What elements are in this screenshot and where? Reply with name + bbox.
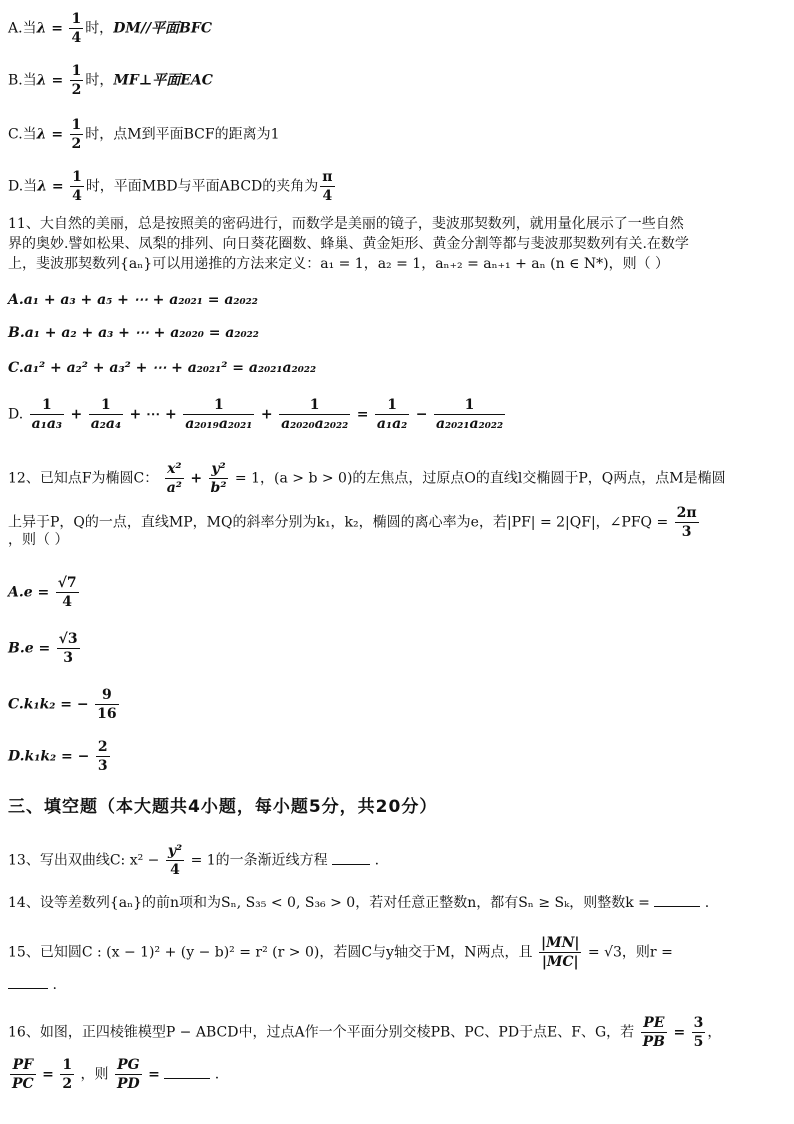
fraction — [70, 62, 84, 99]
fraction — [375, 396, 409, 433]
operator: = — [42, 1066, 54, 1083]
q11-line-3: 上，斐波那契数列{aₙ}可以用递推的方法来定义：a₁ = 1，a₂ = 1，aₙ₊₂ = aₙ₊₁ + aₙ (n ∈ N*)，则（ ） — [8, 256, 670, 272]
text: 时， — [85, 72, 114, 89]
denominator: a₂a₄ — [90, 416, 122, 432]
q12-option-c — [8, 686, 121, 723]
q15-line-1 — [8, 934, 673, 971]
numerator: √7 — [57, 575, 77, 591]
text: 13、写出双曲线C: x² − — [8, 852, 160, 869]
fraction — [95, 686, 118, 723]
option-label: B.当 — [8, 72, 37, 89]
math: B.e = — [8, 640, 51, 657]
text: = 1的一条渐近线方程 — [190, 852, 328, 869]
operator: + — [260, 406, 273, 423]
math: C.k₁k₂ = − — [8, 696, 89, 713]
fraction — [692, 1014, 706, 1051]
numerator: 1 — [72, 169, 82, 185]
numerator: y² — [209, 460, 229, 479]
numerator: 3 — [693, 1015, 704, 1031]
numerator: 1 — [89, 396, 123, 415]
q12-option-d — [8, 738, 112, 775]
numerator: 1 — [375, 396, 409, 415]
numerator: 1 — [30, 396, 64, 415]
math: λ = — [37, 178, 64, 195]
answer-blank[interactable] — [332, 850, 370, 865]
fraction — [209, 460, 229, 497]
q11-line-2: 界的奥妙.譬如松果、凤梨的排列、向日葵花圈数、蜂巢、黄金矩形、黄金分割等都与斐波那契数列有关.在数学 — [8, 236, 689, 252]
fraction — [166, 842, 184, 879]
fraction — [10, 1056, 36, 1093]
denominator: 2 — [71, 82, 82, 98]
q14 — [8, 892, 709, 913]
denominator: a₁a₃ — [31, 416, 63, 432]
fraction — [56, 574, 79, 611]
q10-option-d — [8, 168, 337, 205]
fraction — [70, 116, 84, 153]
option-label: D. — [8, 406, 24, 423]
operator: − — [415, 406, 428, 423]
q12-line-3: ，则（ ） — [8, 532, 69, 548]
fraction — [70, 168, 84, 205]
denominator: |MC| — [541, 954, 579, 970]
fraction — [539, 934, 581, 971]
text: 12、已知点F为椭圆C： — [8, 470, 159, 487]
text: = 1，(a > b > 0)的左焦点，过原点O的直线l交椭圆于P，Q两点，点M是椭圆 — [234, 470, 726, 487]
q16-line-2 — [8, 1056, 219, 1093]
q16-line-1 — [8, 1014, 721, 1051]
math: A.e = — [8, 584, 50, 601]
text: 时，平面MBD与平面ABCD的夹角为 — [85, 178, 319, 195]
fraction — [320, 168, 334, 205]
denominator: a₂₀₁₉a₂₀₂₁ — [185, 416, 253, 432]
operator: = — [148, 1066, 160, 1083]
fraction — [183, 396, 254, 433]
option-label: D.当 — [8, 178, 38, 195]
text: ， — [707, 1024, 722, 1041]
numerator: PG — [115, 1056, 142, 1075]
denominator: 4 — [62, 594, 73, 610]
option-label: A.当 — [8, 20, 37, 37]
numerator: x² — [165, 460, 184, 479]
denominator: a₂₀₂₁a₂₀₂₂ — [435, 416, 504, 432]
math: λ = — [36, 72, 64, 89]
fraction — [434, 396, 505, 433]
denominator: a₁a₂ — [376, 416, 408, 432]
operator: + ⋯ + — [129, 406, 177, 423]
answer-blank[interactable] — [164, 1064, 210, 1079]
q12-line-2 — [8, 504, 701, 541]
q11-option-c: C.a₁² + a₂² + a₃² + ⋯ + a₂₀₂₁² = a₂₀₂₁a₂₀₂₂ — [8, 360, 317, 376]
denominator: PC — [12, 1076, 34, 1092]
q11-line-1: 11、大自然的美丽，总是按照美的密码进行，而数学是美丽的镜子，斐波那契数列，就用量化展示了一些自然 — [8, 216, 684, 232]
text: 时， — [85, 20, 114, 37]
denominator: b² — [210, 480, 227, 496]
fraction — [89, 396, 123, 433]
fraction — [641, 1014, 667, 1051]
fraction — [96, 738, 110, 775]
fraction — [30, 396, 64, 433]
numerator: 1 — [183, 396, 254, 415]
numerator: 9 — [95, 686, 118, 705]
denominator: 4 — [71, 30, 82, 46]
numerator: π — [322, 169, 333, 185]
denominator: 16 — [97, 706, 117, 722]
text: = √3，则r = — [587, 944, 673, 961]
operator: + — [70, 406, 83, 423]
operator: = — [673, 1024, 686, 1041]
answer-blank[interactable] — [654, 892, 700, 907]
fraction — [675, 504, 699, 541]
numerator: 1 — [71, 117, 82, 133]
numerator: 2 — [97, 739, 108, 755]
fraction — [57, 630, 80, 667]
numerator: 1 — [71, 63, 82, 79]
denominator: PB — [642, 1034, 665, 1050]
text: . — [52, 977, 57, 993]
text: ，则 — [80, 1066, 109, 1083]
text: . — [214, 1066, 220, 1083]
denominator: 5 — [693, 1034, 704, 1050]
math: DM//平面BFC — [113, 20, 212, 37]
option-label: C.当 — [8, 126, 37, 143]
denominator: 4 — [170, 862, 180, 878]
fraction — [60, 1056, 74, 1093]
q15-line-2 — [8, 974, 57, 995]
section-heading: 三、填空题（本大题共4小题，每小题5分，共20分） — [8, 797, 438, 817]
denominator: 3 — [681, 524, 692, 540]
q10-option-c — [8, 116, 280, 153]
fraction — [115, 1056, 142, 1093]
numerator: 1 — [434, 396, 505, 415]
text: . — [374, 852, 380, 869]
fraction — [165, 460, 184, 497]
numerator: PF — [10, 1056, 36, 1075]
denominator: a² — [166, 480, 182, 496]
q12-option-a — [8, 574, 81, 611]
answer-blank[interactable] — [8, 974, 48, 989]
numerator: 2π — [676, 505, 697, 521]
fraction — [279, 396, 350, 433]
q13 — [8, 842, 379, 879]
q11-option-d — [8, 396, 507, 433]
denominator: 2 — [62, 1076, 73, 1092]
denominator: 2 — [71, 136, 82, 152]
q10-option-a — [8, 10, 212, 47]
q12-line-1 — [8, 460, 726, 497]
text: 14、设等差数列{aₙ}的前n项和为Sₙ, S₃₅ < 0, S₃₆ > 0，若对任意正整数n，都有Sₙ ≥ Sₖ，则整数k = — [8, 895, 650, 911]
q12-option-b — [8, 630, 82, 667]
q11-option-a: A.a₁ + a₃ + a₅ + ⋯ + a₂₀₂₁ = a₂₀₂₂ — [8, 292, 258, 308]
numerator: 1 — [279, 396, 350, 415]
math: MF⊥平面EAC — [113, 72, 213, 89]
numerator: 1 — [62, 1057, 73, 1073]
operator: = — [356, 406, 369, 423]
fraction — [69, 10, 83, 47]
text: . — [704, 895, 710, 911]
denominator: 3 — [97, 758, 108, 774]
operator: + — [190, 470, 203, 487]
math: λ = — [36, 20, 63, 37]
numerator: 1 — [71, 11, 82, 27]
numerator: |MN| — [540, 935, 580, 951]
numerator: PE — [641, 1014, 667, 1033]
math: λ = — [36, 126, 64, 143]
text: 上异于P，Q的一点，直线MP，MQ的斜率分别为k₁，k₂，椭圆的离心率为e，若|PF| = 2|QF|，∠PFQ = — [8, 514, 669, 531]
q10-option-b — [8, 62, 213, 99]
denominator: 3 — [63, 650, 74, 666]
numerator: √3 — [58, 631, 78, 647]
denominator: PD — [116, 1076, 140, 1092]
denominator: 4 — [72, 188, 82, 204]
denominator: 4 — [322, 188, 333, 204]
denominator: a₂₀₂₀a₂₀₂₂ — [281, 416, 349, 432]
numerator: y² — [167, 843, 183, 859]
text: 时，点M到平面BCF的距离为1 — [85, 126, 280, 143]
math: D.k₁k₂ = − — [8, 748, 90, 765]
q11-option-b: B.a₁ + a₂ + a₃ + ⋯ + a₂₀₂₀ = a₂₀₂₂ — [8, 325, 259, 341]
text: 15、已知圆C : (x − 1)² + (y − b)² = r² (r > 0)，若圆C与y轴交于M，N两点，且 — [8, 944, 533, 961]
text: 16、如图，正四棱锥模型P − ABCD中，过点A作一个平面分别交棱PB、PC、PD于点E、F、G，若 — [8, 1024, 635, 1041]
